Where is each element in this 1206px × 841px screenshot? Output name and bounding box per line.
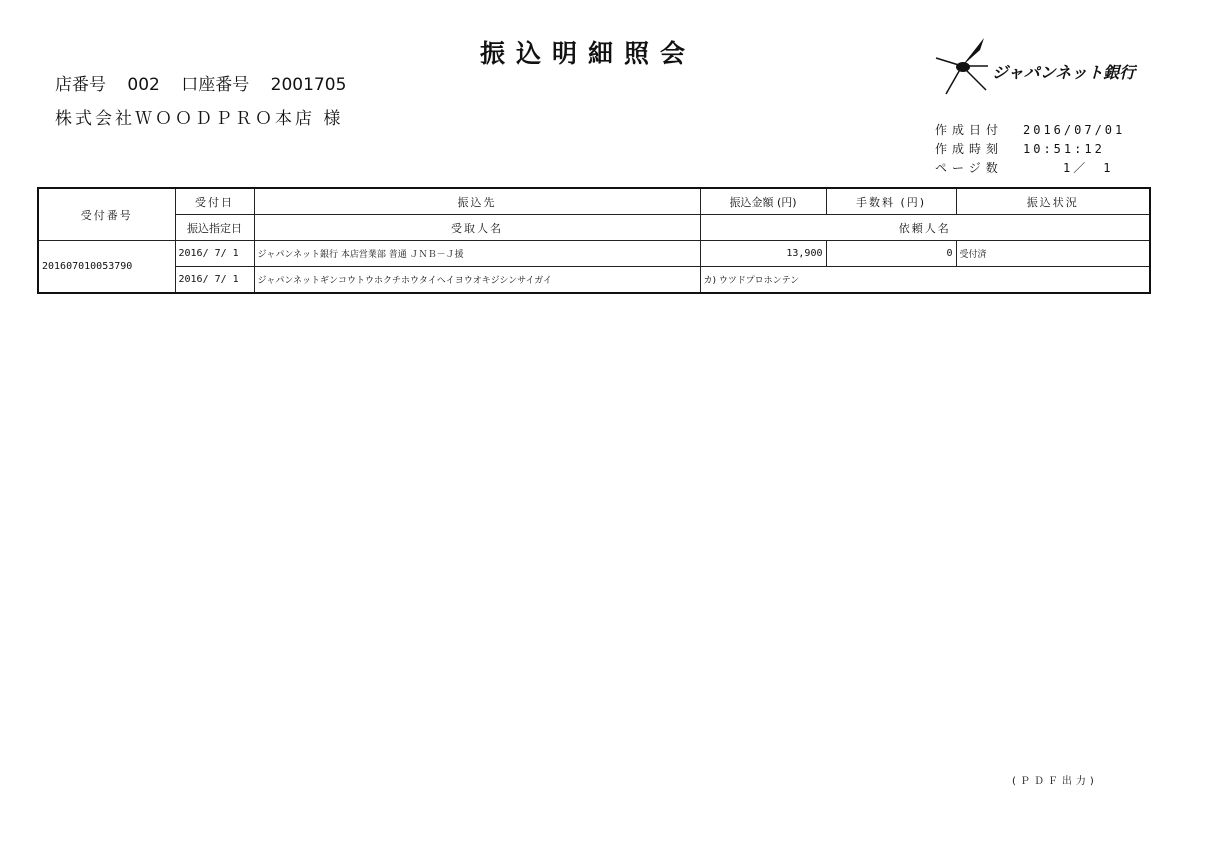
- page-title: 振込明細照会: [480, 39, 697, 68]
- account-label: 口座番号: [181, 75, 250, 95]
- branch-label: 店番号: [55, 75, 106, 95]
- account-info: [55, 70, 362, 95]
- destination-cell: ジャパンネット銀行 本店営業部 普通 ＪＮＢ－Ｊ援: [254, 241, 700, 267]
- document-meta: [935, 121, 1125, 178]
- header-receipt-no: 受付番号: [38, 188, 175, 241]
- header-transfer-date: 振込指定日: [175, 215, 254, 241]
- amount-cell: 13,900: [700, 241, 826, 267]
- created-time-label: 作成時刻: [935, 142, 1004, 156]
- branch-number: 002: [127, 75, 160, 95]
- header-amount: 振込金額 (円): [700, 188, 826, 215]
- page-count-label: ページ数: [935, 161, 1003, 175]
- received-date-cell: 2016/ 7/ 1: [175, 241, 254, 267]
- created-time: 10:51:12: [1023, 142, 1105, 156]
- bank-logo-text: ジャパンネット銀行: [992, 63, 1136, 82]
- transfer-date-cell: 2016/ 7/ 1: [175, 267, 254, 294]
- bird-emblem-icon: [932, 36, 992, 96]
- created-date-label: 作成日付: [935, 123, 1004, 137]
- table-row: [38, 241, 1150, 267]
- header-requester: 依頼人名: [700, 215, 1150, 241]
- bank-logo: [932, 36, 1136, 96]
- receipt-number-cell: 201607010053790: [38, 241, 175, 294]
- header-destination: 振込先: [254, 188, 700, 215]
- table-header-row-1: [38, 188, 1150, 215]
- page-count: 1／ 1: [1063, 161, 1114, 175]
- pdf-output-note: (ＰＤＦ出力): [1012, 776, 1098, 787]
- created-date: 2016/07/01: [1023, 123, 1126, 137]
- transfer-table: [37, 187, 1151, 294]
- table-header-row-2: [38, 215, 1150, 241]
- header-recipient: 受取人名: [254, 215, 700, 241]
- account-number: 2001705: [270, 75, 347, 95]
- table-row: [38, 267, 1150, 294]
- header-status: 振込状況: [956, 188, 1150, 215]
- requester-cell: カ) ウツドプロホンテン: [700, 267, 1150, 294]
- recipient-cell: ジャパンネットギンコウトウホクチホウタイヘイヨウオキジシンサイガイ: [254, 267, 700, 294]
- header-received-date: 受付日: [175, 188, 254, 215]
- company-name: 株式会社ＷＯＯＤＰＲＯ本店 様: [55, 109, 344, 129]
- fee-cell: 0: [826, 241, 956, 267]
- status-cell: 受付済: [956, 241, 1150, 267]
- header-fee: 手数料 (円): [826, 188, 956, 215]
